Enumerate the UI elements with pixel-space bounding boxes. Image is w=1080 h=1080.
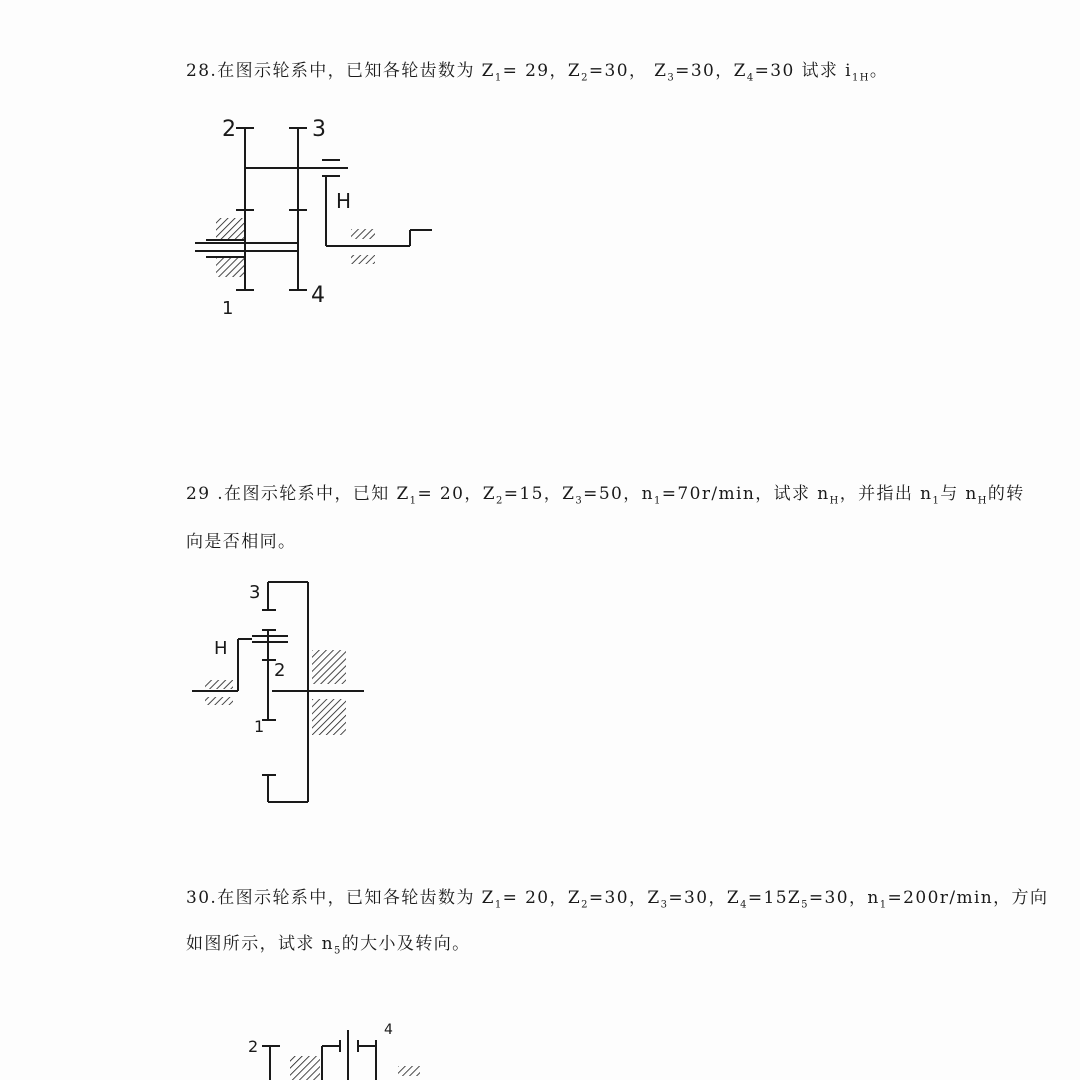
bearing-hatch: [398, 1066, 420, 1076]
gear-label-1: 1: [254, 717, 265, 736]
bearing-hatch: [351, 229, 375, 239]
gear-label-3: 3: [249, 582, 261, 603]
bearing-hatch: [216, 218, 244, 240]
question-28-text: 28.在图示轮系中，已知各轮齿数为 $Z_1= 29$，$Z_2=30$， $Z_3=30$，$Z_4=30$ 试求 $i_{1H}$。: [186, 61, 889, 84]
question-number: 28.: [186, 61, 218, 81]
question-30-line-1: 30.在图示轮系中，已知各轮齿数为 $Z_1= 20$，$Z_2=30$，$Z_3=30$，$Z_4=15Z_5=30$，$n_1=200r/\min$，方向: [186, 888, 1049, 911]
question-number: 29 .: [186, 484, 225, 504]
figure-29-gear-train: [192, 582, 364, 802]
gear-label-2: 2: [248, 1037, 259, 1056]
bearing-hatch: [216, 257, 244, 277]
bearing-hatch: [205, 697, 233, 705]
question-29-line-2: 向是否相同。: [186, 532, 297, 552]
bearing-hatch: [290, 1056, 320, 1080]
carrier-label-H: H: [214, 638, 228, 659]
gear-label-4: 4: [384, 1022, 393, 1038]
gear-label-1: 1: [222, 298, 234, 319]
question-29-line-1: 29 .在图示轮系中，已知 $Z_1= 20$，$Z_2=15$，$Z_3=50$，$n_1=70r/\min$，试求 $n_H$，并指出 $n_1$与 $n_H$的转: [186, 484, 1025, 507]
gear-label-2: 2: [274, 660, 286, 681]
bearing-hatch: [312, 699, 346, 735]
gear-label-2: 2: [222, 117, 236, 142]
gear-label-3: 3: [312, 117, 326, 142]
gear-label-4: 4: [311, 283, 325, 308]
question-30-line-2: 如图所示，试求 $n_5$的大小及转向。: [186, 934, 471, 957]
bearing-hatch: [205, 680, 233, 689]
bearing-hatch: [351, 255, 375, 264]
bearing-hatch: [312, 650, 346, 684]
carrier-label-H: H: [336, 189, 352, 213]
question-number: 30.: [186, 888, 218, 908]
